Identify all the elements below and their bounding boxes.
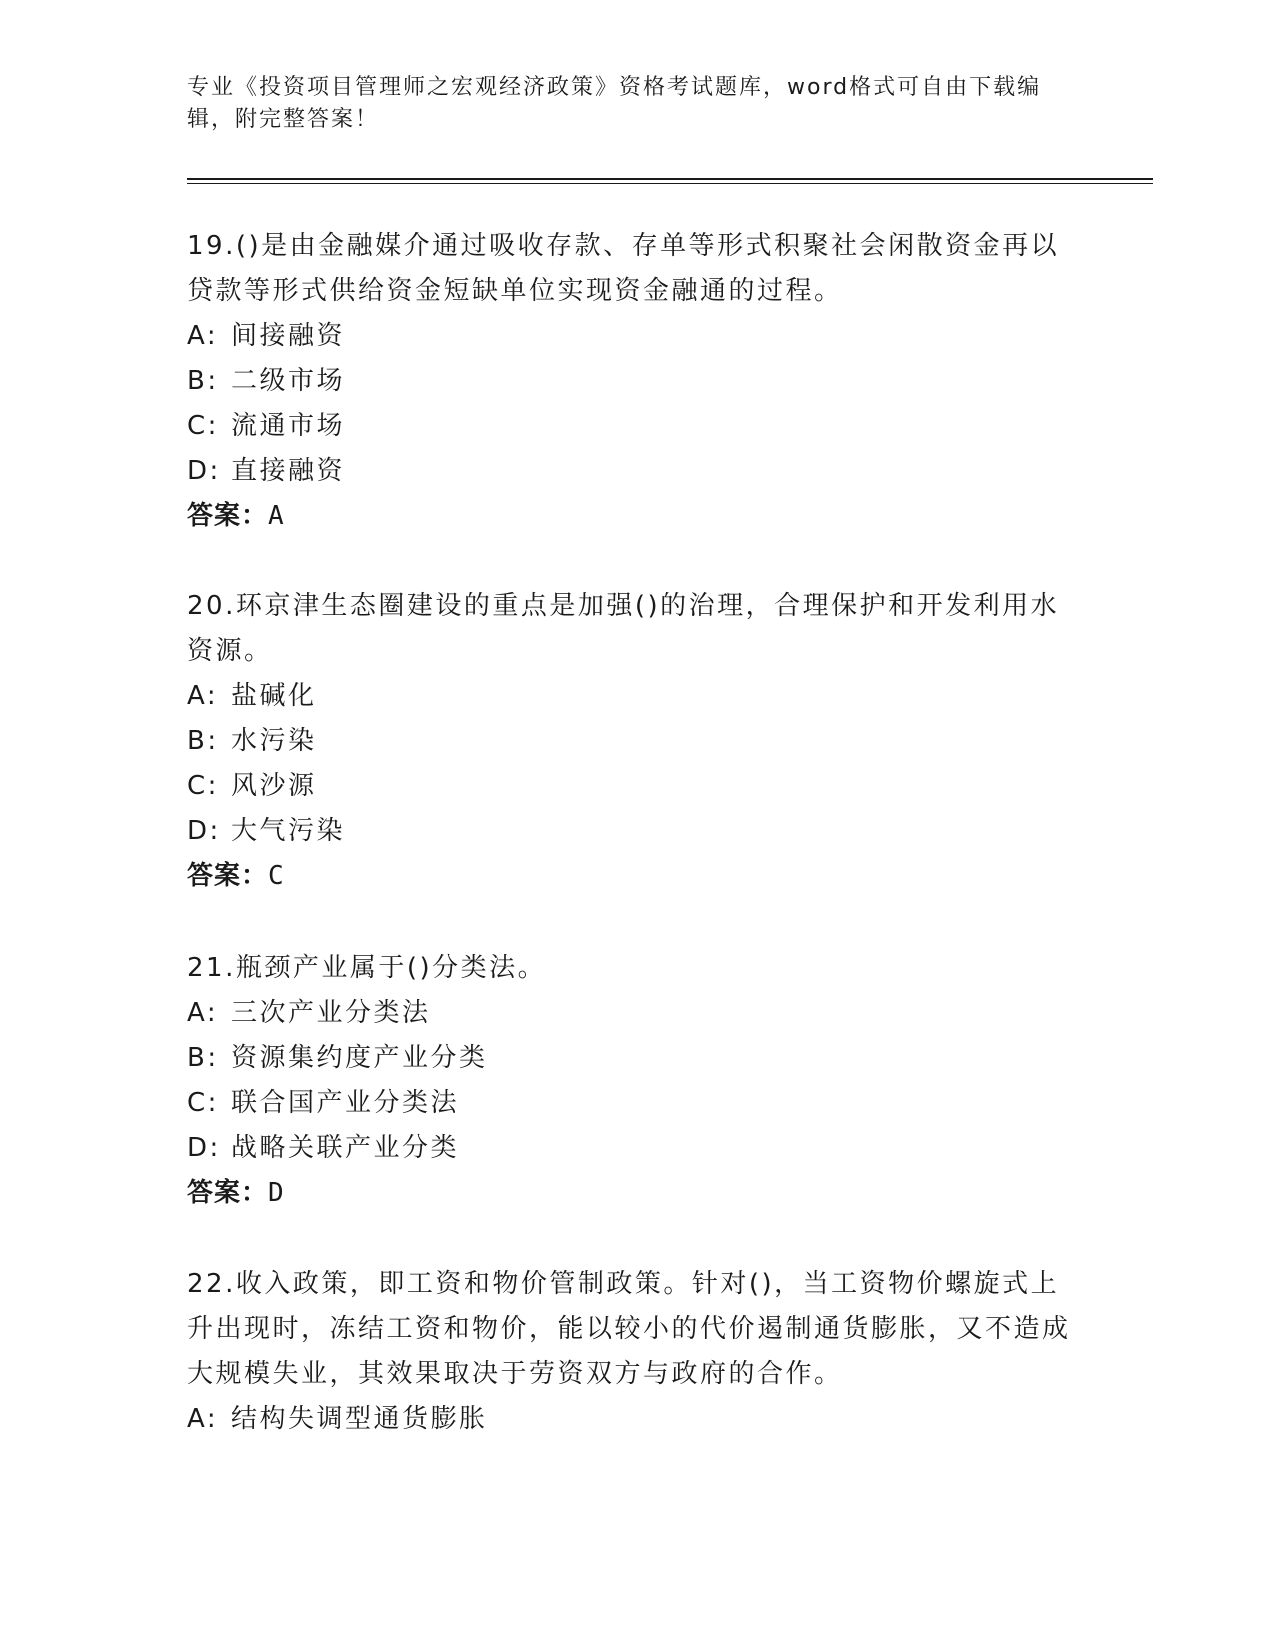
answer-value: A [268,501,285,531]
option-letter: A: [187,321,219,351]
option-text: 战略关联产业分类 [231,1133,460,1163]
option-letter: A: [187,681,219,711]
option-a [187,314,1087,359]
option-text: 流通市场 [231,411,346,441]
header-divider-bottom [187,183,1153,184]
option-b [187,1036,1087,1081]
header-divider-top [187,178,1153,180]
option-b [187,359,1087,404]
question-text: 22.收入政策，即工资和物价管制政策。针对()，当工资物价螺旋式上升出现时，冻结工资和物价，能以较小的代价遏制通货膨胀，又不造成大规模失业，其效果取决于劳资双方与政府的合作。 [187,1269,1071,1389]
question-text: 20.环京津生态圈建设的重点是加强()的治理，合理保护和开发利用水资源。 [187,591,1060,666]
option-text: 联合国产业分类法 [231,1088,460,1118]
option-text: 间接融资 [231,321,346,351]
option-c [187,404,1087,449]
answer-label: 答案： [187,861,269,891]
option-a [187,1397,1087,1442]
option-d [187,809,1087,854]
answer-line [187,494,1087,539]
option-b [187,719,1087,764]
option-text: 资源集约度产业分类 [231,1043,488,1073]
option-text: 水污染 [231,726,317,756]
answer-label: 答案： [187,1178,269,1208]
option-text: 二级市场 [231,366,346,396]
option-letter: D: [187,816,221,846]
option-letter: A: [187,1404,219,1434]
question-text: 21.瓶颈产业属于()分类法。 [187,953,547,983]
question-19 [187,224,1087,539]
option-a [187,991,1087,1036]
option-letter: B: [187,726,219,756]
option-letter: C: [187,771,219,801]
option-d [187,449,1087,494]
option-letter: B: [187,366,219,396]
option-text: 结构失调型通货膨胀 [231,1404,488,1434]
option-a [187,674,1087,719]
option-letter: A: [187,998,219,1028]
option-c [187,764,1087,809]
question-20 [187,584,1087,899]
question-21 [187,946,1087,1216]
option-c [187,1081,1087,1126]
answer-line [187,854,1087,899]
option-d [187,1126,1087,1171]
question-22 [187,1262,1087,1442]
document-header: 专业《投资项目管理师之宏观经济政策》资格考试题库，word格式可自由下载编辑，附完整答案！ [187,75,1042,132]
answer-label: 答案： [187,501,269,531]
option-letter: C: [187,1088,219,1118]
answer-value: D [268,1178,285,1208]
option-letter: C: [187,411,219,441]
option-letter: B: [187,1043,219,1073]
option-letter: D: [187,1133,221,1163]
question-text: 19.()是由金融媒介通过吸收存款、存单等形式积聚社会闲散资金再以贷款等形式供给资金短缺单位实现资金融通的过程。 [187,231,1060,306]
option-text: 直接融资 [231,456,346,486]
option-text: 大气污染 [231,816,346,846]
option-text: 盐碱化 [231,681,317,711]
option-text: 风沙源 [231,771,317,801]
answer-value: C [268,861,285,891]
option-letter: D: [187,456,221,486]
answer-line [187,1171,1087,1216]
option-text: 三次产业分类法 [231,998,431,1028]
